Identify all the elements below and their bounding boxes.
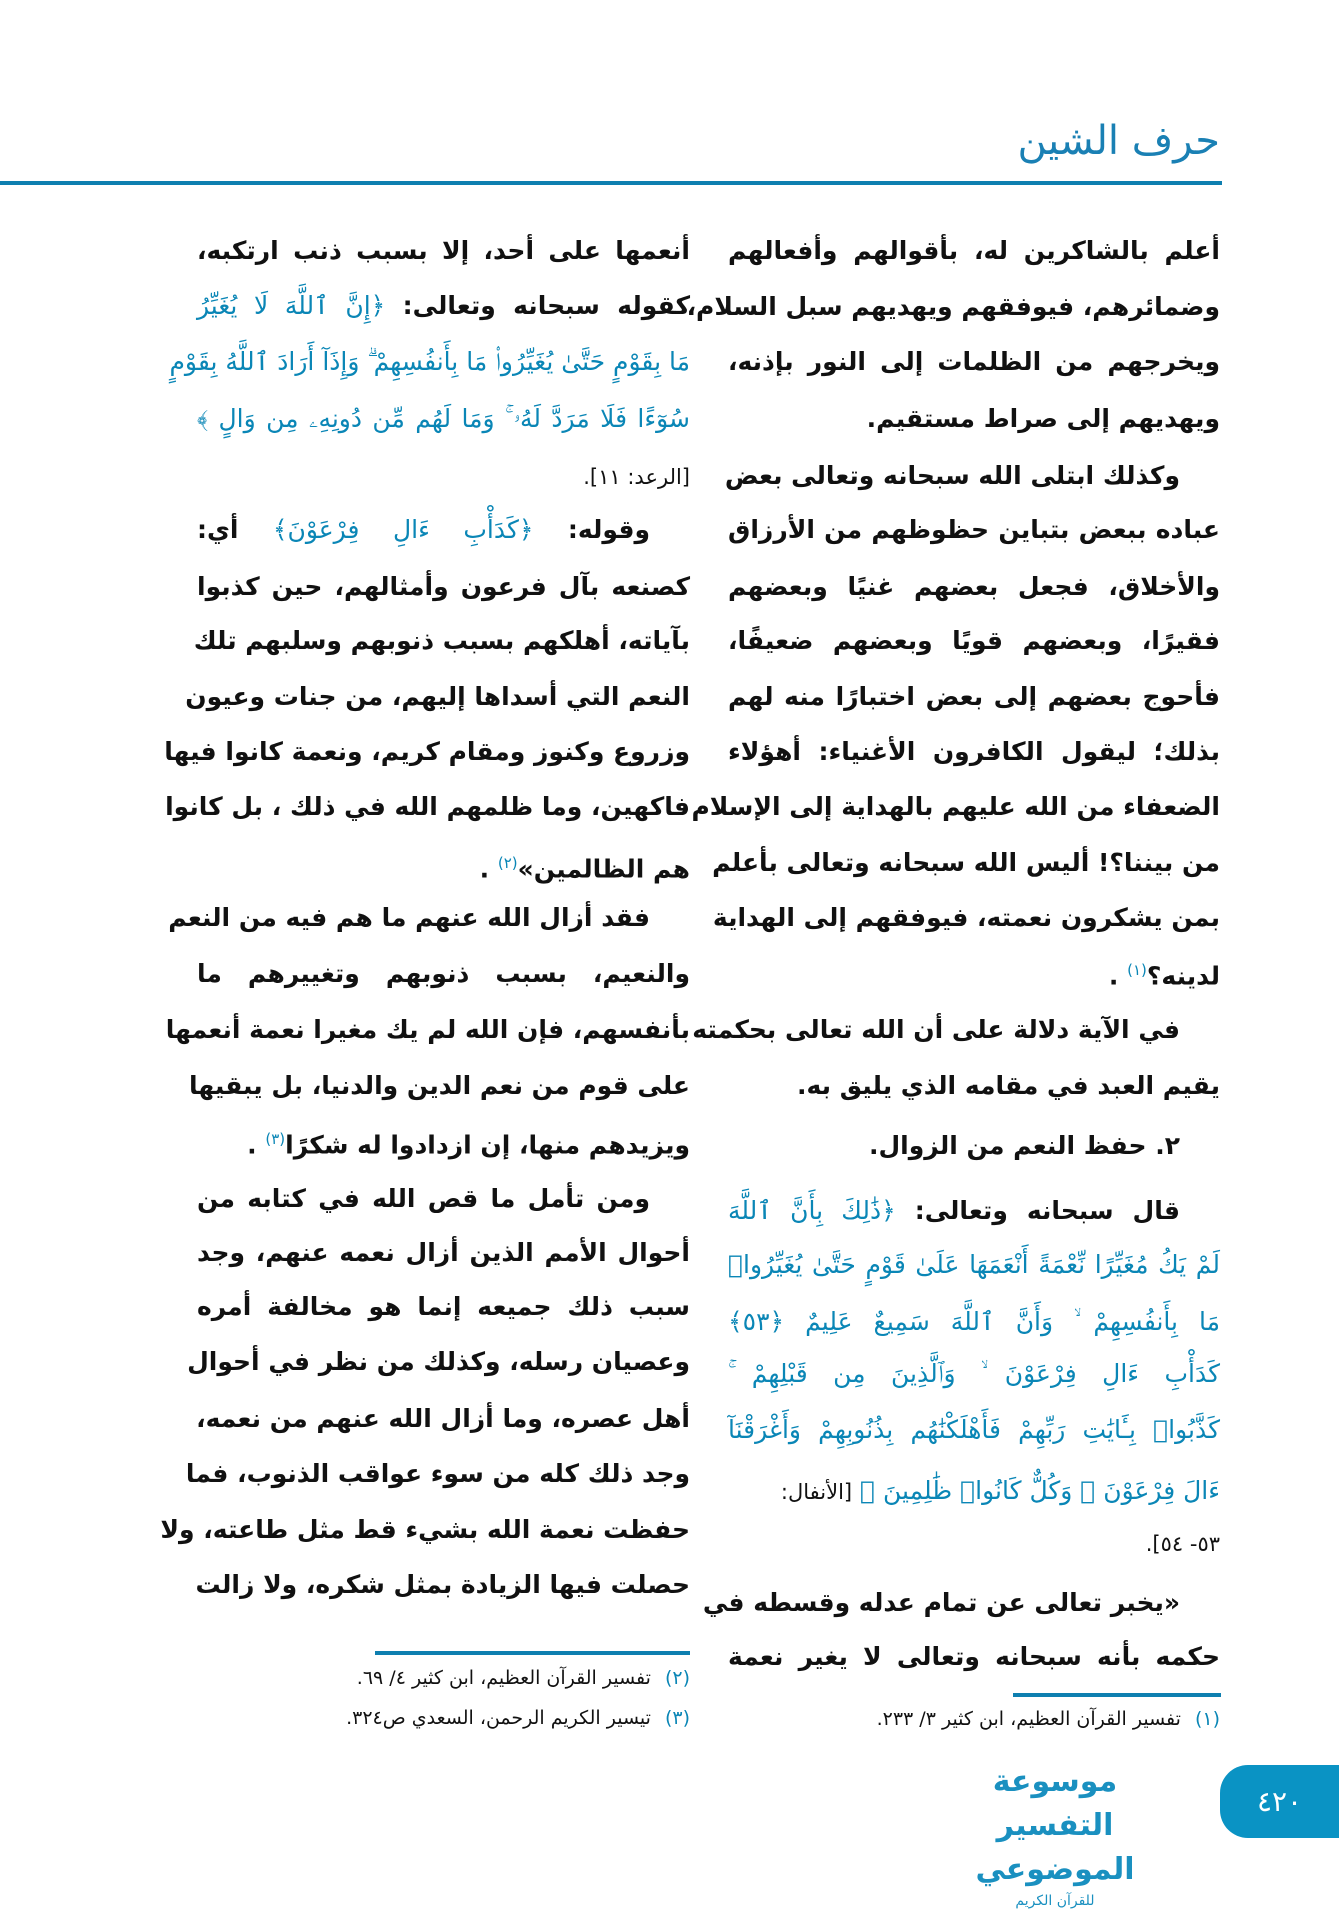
body-text: ٢. حفظ النعم من الزوال. bbox=[868, 1131, 1180, 1160]
text-line bbox=[728, 397, 1220, 441]
text-line bbox=[165, 785, 690, 829]
quran-verse: ءَالَ فِرْعَوْنَ ۚ وَكُلٌّ كَانُوا۟ ظَٰلِمِينَ ﴾ bbox=[852, 1476, 1220, 1505]
text-line bbox=[728, 948, 1220, 992]
text-line bbox=[197, 1563, 690, 1607]
text-line bbox=[712, 896, 1220, 940]
quran-verse: ﴿إِنَّ ٱللَّهَ لَا يُغَيِّرُ bbox=[197, 291, 386, 320]
footnote-marker[interactable]: (٢) bbox=[497, 854, 518, 872]
body-text: لدينه؟ bbox=[1146, 961, 1220, 991]
footnote-marker[interactable]: (١) bbox=[1127, 961, 1147, 979]
text-line bbox=[728, 1469, 1220, 1513]
footnote-number: (٣) bbox=[664, 1707, 690, 1729]
text-line bbox=[728, 1408, 1220, 1452]
body-text: فقيرًا، وبعضهم قويًا وبعضهم ضعيفًا، bbox=[728, 626, 1220, 655]
body-text: وزروع وكنوز ومقام كريم، ونعمة كانوا فيها bbox=[164, 737, 690, 766]
text-line bbox=[728, 1635, 1220, 1679]
footnote-number: (١) bbox=[1194, 1708, 1220, 1730]
body-text: النعم التي أسداها إليهم، من جنات وعيون bbox=[185, 682, 690, 711]
text-line bbox=[728, 1189, 1220, 1233]
text-line bbox=[164, 730, 690, 774]
body-text: بمن يشكرون نعمته، فيوفقهم إلى الهداية bbox=[712, 903, 1220, 932]
text-line bbox=[728, 675, 1220, 719]
text-line bbox=[188, 1064, 690, 1108]
footnote-marker[interactable]: (٣) bbox=[265, 1130, 286, 1148]
quran-verse: كَدَأْبِ ءَالِ فِرْعَوْنَ ۙ وَٱلَّذِينَ مِن قَبْلِهِمْ ۚ bbox=[728, 1359, 1220, 1388]
text-line bbox=[193, 619, 690, 663]
text-line bbox=[728, 1064, 1220, 1108]
text-line bbox=[724, 454, 1220, 498]
verse-reference: [الرعد: ١١]. bbox=[583, 465, 690, 489]
body-text: حصلت فيها الزيادة بمثل شكره، ولا زالت bbox=[195, 1570, 690, 1599]
body-text: على قوم من نعم الدين والدنيا، بل يبقيها bbox=[188, 1071, 690, 1100]
footnote-2 bbox=[357, 1667, 690, 1689]
text-line bbox=[160, 1508, 690, 1552]
text-line bbox=[728, 619, 1220, 663]
footnote-text: تفسير القرآن العظيم، ابن كثير ٤/ ٦٩. bbox=[356, 1667, 651, 1689]
body-text: ويخرجهم من الظلمات إلى النور بإذنه، bbox=[728, 347, 1220, 376]
text-line bbox=[686, 285, 1220, 329]
text-line bbox=[197, 1397, 690, 1441]
text-line bbox=[165, 1008, 690, 1052]
quran-verse: كَذَّبُوا۟ بِـَٔايَٰتِ رَبِّهِمْ فَأَهْلَكْنَٰهُم بِذُنُوبِهِمْ وَأَغْرَقْنَآ bbox=[728, 1415, 1220, 1444]
body-text: في الآية دلالة على أن الله تعالى بحكمته bbox=[692, 1015, 1180, 1044]
quran-verse: ﴿كَدَأْبِ ءَالِ فِرْعَوْنَ﴾ bbox=[272, 515, 534, 544]
body-text: ويهديهم إلى صراط مستقيم. bbox=[866, 404, 1220, 433]
verse-reference: ٥٣- ٥٤]. bbox=[1145, 1532, 1220, 1556]
body-text: أحوال الأمم الذين أزال نعمه عنهم، وجد bbox=[197, 1238, 690, 1267]
text-line bbox=[168, 896, 690, 940]
text-line bbox=[728, 1243, 1220, 1287]
body-text: فأحوج بعضهم إلى بعض اختبارًا منه لهم bbox=[728, 682, 1220, 711]
footnote-divider bbox=[1013, 1693, 1221, 1697]
body-text: وضمائرهم، فيوفقهم ويهديهم سبل السلام، bbox=[686, 292, 1220, 321]
body-text: . bbox=[1108, 961, 1128, 991]
text-line bbox=[197, 229, 690, 273]
text-line bbox=[197, 508, 690, 552]
text-line bbox=[691, 785, 1220, 829]
header-divider bbox=[0, 181, 1222, 185]
text-line bbox=[197, 454, 690, 498]
body-text: فقد أزال الله عنهم ما هم فيه من النعم bbox=[168, 903, 650, 932]
body-text: من بيننا؟! أليس الله سبحانه وتعالى بأعلم bbox=[712, 848, 1220, 877]
logo-subtitle: للقرآن الكريم bbox=[1015, 1893, 1095, 1909]
text-line bbox=[728, 730, 1220, 774]
body-text: الضعفاء من الله عليهم بالهداية إلى الإسلام bbox=[691, 792, 1220, 821]
text-line bbox=[728, 508, 1220, 552]
body-text: والنعيم، بسبب ذنوبهم وتغييرهم ما bbox=[197, 959, 690, 988]
body-text: هم الظالمين» bbox=[517, 854, 690, 884]
body-text: حكمه بأنه سبحانه وتعالى لا يغير نعمة bbox=[728, 1642, 1220, 1671]
text-line bbox=[197, 841, 690, 885]
footnote-text: تيسير الكريم الرحمن، السعدي ص٣٢٤. bbox=[346, 1707, 651, 1729]
footnote-1 bbox=[877, 1708, 1220, 1730]
body-text: . bbox=[247, 1130, 266, 1160]
text-line bbox=[197, 565, 690, 609]
quran-verse: مَا بِقَوْمٍ حَتَّىٰ يُغَيِّرُوا۟ مَا بِأَنفُسِهِمْ ۗ وَإِذَآ أَرَادَ ٱللَّهُ بِقَوْمٍ bbox=[169, 347, 690, 376]
body-text: كصنعه بآل فرعون وأمثالهم، حين كذبوا bbox=[197, 572, 690, 601]
text-line bbox=[197, 284, 690, 328]
footnote-number: (٢) bbox=[664, 1667, 690, 1689]
encyclopedia-logo bbox=[930, 1760, 1180, 1909]
text-line bbox=[197, 1231, 690, 1275]
footnote-divider bbox=[375, 1651, 690, 1655]
body-text: أنعمها على أحد، إلا بسبب ذنب ارتكبه، bbox=[197, 236, 690, 265]
body-text: «يخبر تعالى عن تمام عدله وقسطه في bbox=[702, 1588, 1180, 1617]
body-text: أعلم بالشاكرين له، بأقوالهم وأفعالهم bbox=[728, 236, 1220, 265]
text-line bbox=[728, 340, 1220, 384]
text-line bbox=[728, 1300, 1220, 1344]
text-line bbox=[169, 340, 690, 384]
body-text: يقيم العبد في مقامه الذي يليق به. bbox=[797, 1071, 1220, 1100]
quran-verse: لَمْ يَكُ مُغَيِّرًا نِّعْمَةً أَنْعَمَهَا عَلَىٰ قَوْمٍ حَتَّىٰ يُغَيِّرُوا۟ bbox=[728, 1250, 1220, 1279]
text-line bbox=[728, 229, 1220, 273]
body-text: وقوله: bbox=[533, 515, 650, 544]
body-text: كقوله سبحانه وتعالى: bbox=[385, 291, 690, 320]
body-text: ويزيدهم منها، إن ازدادوا له شكرًا bbox=[285, 1130, 690, 1160]
body-text: ومن تأمل ما قص الله في كتابه من bbox=[197, 1184, 650, 1213]
quran-verse: مَا بِأَنفُسِهِمْ ۙ وَأَنَّ ٱللَّهَ سَمِيعٌ عَلِيمٌ ﴿٥٣﴾ bbox=[728, 1307, 1220, 1336]
text-line bbox=[197, 1117, 690, 1161]
text-line bbox=[728, 1521, 1220, 1565]
body-text: بأنفسهم، فإن الله لم يك مغيرا نعمة أنعمها bbox=[165, 1015, 690, 1044]
text-line bbox=[728, 565, 1220, 609]
body-text: حفظت نعمة الله بشيء قط مثل طاعته، ولا bbox=[160, 1515, 690, 1544]
body-text: . bbox=[479, 854, 498, 884]
text-line bbox=[185, 675, 690, 719]
body-text: عباده ببعض بتباين حظوظهم من الأرزاق bbox=[728, 515, 1220, 544]
quran-verse: سُوٓءًا فَلَا مَرَدَّ لَهُۥ ۚ وَمَا لَهُم مِّن دُونِهِۦ مِن وَالٍ ﴾ bbox=[197, 404, 690, 433]
text-line bbox=[728, 1124, 1220, 1168]
body-text: أي: bbox=[197, 515, 273, 544]
body-text: وكذلك ابتلى الله سبحانه وتعالى بعض bbox=[724, 461, 1180, 490]
footnote-text: تفسير القرآن العظيم، ابن كثير ٣/ ٢٣٣. bbox=[876, 1708, 1181, 1730]
page-number: ٤٢٠ bbox=[1220, 1765, 1339, 1838]
body-text: وجد ذلك كله من سوء عواقب الذنوب، فما bbox=[185, 1459, 690, 1488]
body-text: قال سبحانه وتعالى: bbox=[895, 1196, 1180, 1225]
verse-reference: [الأنفال: bbox=[780, 1480, 853, 1504]
text-line bbox=[712, 841, 1220, 885]
text-line bbox=[702, 1581, 1220, 1625]
body-text: وعصيان رسله، وكذلك من نظر في أحوال bbox=[187, 1347, 690, 1376]
text-line bbox=[728, 1352, 1220, 1396]
text-line bbox=[197, 1285, 690, 1329]
text-line bbox=[187, 1340, 690, 1384]
footnote-3 bbox=[346, 1707, 690, 1729]
text-line bbox=[197, 1177, 690, 1221]
text-line bbox=[185, 1452, 690, 1496]
body-text: بآياته، أهلكهم بسبب ذنوبهم وسلبهم تلك bbox=[193, 626, 690, 655]
body-text: سبب ذلك جميعه إنما هو مخالفة أمره bbox=[197, 1292, 690, 1321]
quran-verse: ﴿ذَٰلِكَ بِأَنَّ ٱللَّهَ bbox=[728, 1196, 896, 1225]
body-text: أهل عصره، وما أزال الله عنهم من نعمه، bbox=[196, 1404, 690, 1433]
text-line bbox=[692, 1008, 1220, 1052]
text-line bbox=[197, 397, 690, 441]
logo-title: موسوعة التفسير الموضوعي bbox=[975, 1764, 1135, 1887]
body-text: والأخلاق، فجعل بعضهم غنيًا وبعضهم bbox=[728, 572, 1220, 601]
text-line bbox=[197, 952, 690, 996]
chapter-title: حرف الشين bbox=[1017, 118, 1220, 164]
body-text: فاكهين، وما ظلمهم الله في ذلك ، بل كانوا bbox=[165, 792, 690, 821]
body-text: بذلك؛ ليقول الكافرون الأغنياء: أهؤلاء bbox=[728, 737, 1220, 766]
